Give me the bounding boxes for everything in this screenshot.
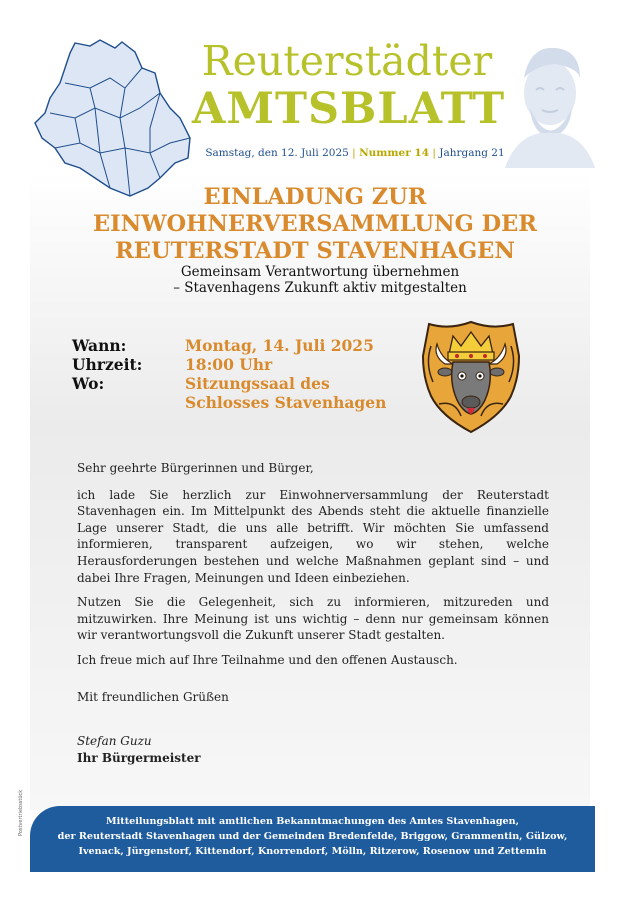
headline — [55, 184, 575, 265]
event-where-value-line2: Schlosses Stavenhagen — [185, 393, 387, 412]
letter-salutation: Sehr geehrte Bürgerinnen und Bürger, — [77, 461, 314, 475]
event-when-row — [72, 336, 386, 355]
subheadline-line2: – Stavenhagens Zukunft aktiv mitgestalten — [173, 280, 467, 296]
headline-line1: EINLADUNG ZUR — [203, 184, 427, 210]
event-details — [72, 336, 386, 412]
footer-line1: Mitteilungsblatt mit amtlichen Bekanntmachungen des Amtes Stavenhagen, — [106, 816, 519, 827]
event-time-label: Uhrzeit: — [72, 355, 143, 374]
letter-closing: Mit freundlichen Grüßen — [77, 689, 229, 704]
issue-date: Samstag, den 12. Juli 2025 — [205, 147, 349, 159]
region-map — [30, 38, 195, 198]
issue-number: Nummer 14 — [359, 147, 429, 159]
footer-line3: Ivenack, Jürgenstorf, Kittendorf, Knorrendorf, Mölln, Ritzerow, Rosenow und Zettemin — [78, 846, 547, 857]
headline-line3: REUTERSTADT STAVENHAGEN — [115, 238, 515, 264]
headline-line2: EINWOHNERVERSAMMLUNG DER — [93, 211, 537, 237]
coat-of-arms-icon — [415, 316, 527, 436]
letter-paragraph-2: Nutzen Sie die Gelegenheit, sich zu informieren, mitzureden und mitzuwirken. Ihre Meinung ist uns wichtig – denn nur gemeinsam können wir verantwortungsvoll die Zukunft unserer Stadt gestalten. — [77, 595, 549, 643]
masthead-title-line1: Reuterstädter — [201, 37, 493, 85]
signature-title: Ihr Bürgermeister — [77, 750, 201, 765]
issue-separator: | — [432, 147, 436, 159]
issue-info — [200, 147, 510, 159]
side-note: Postvertriebsstück — [18, 789, 24, 836]
event-where-row — [72, 374, 386, 393]
event-when-value: Montag, 14. Juli 2025 — [185, 336, 374, 355]
event-time-value: 18:00 Uhr — [185, 355, 273, 374]
event-where-row-2 — [72, 393, 386, 412]
event-time-row — [72, 355, 386, 374]
letter-paragraph-1: ich lade Sie herzlich zur Einwohnerversammlung der Reuterstadt Stavenhagen ein. Im Mittelpunkt des Abends steht die aktuelle finanzielle Lage unserer Stadt, die uns alle betrifft. Wir möchten Sie umfassend informieren, transparent aufzeigen, wo wir stehen, welche Herausforderungen bestehen und welche Maßnahmen geplant sind – und dabei Ihre Fragen, Meinungen und Ideen einbeziehen. — [77, 487, 549, 585]
footer-banner — [30, 806, 595, 872]
letter-paragraph-3: Ich freue mich auf Ihre Teilnahme und den offenen Austausch. — [77, 652, 458, 667]
signature-name: Stefan Guzu — [77, 734, 152, 749]
footer-line2: der Reuterstadt Stavenhagen und der Gemeinden Bredenfelde, Briggow, Grammentin, Gülzow, — [57, 831, 568, 842]
letter-body — [77, 460, 549, 766]
event-where-value-line1: Sitzungssaal des — [185, 374, 330, 393]
issue-volume: Jahrgang 21 — [439, 147, 505, 159]
issue-separator: | — [352, 147, 356, 159]
portrait-silhouette — [500, 38, 595, 168]
masthead-title-line2: AMTSBLATT — [192, 84, 506, 134]
event-when-label: Wann: — [72, 336, 127, 355]
subheadline — [120, 264, 520, 296]
subheadline-line1: Gemeinsam Verantwortung übernehmen — [180, 264, 460, 280]
event-where-label: Wo: — [72, 374, 105, 393]
